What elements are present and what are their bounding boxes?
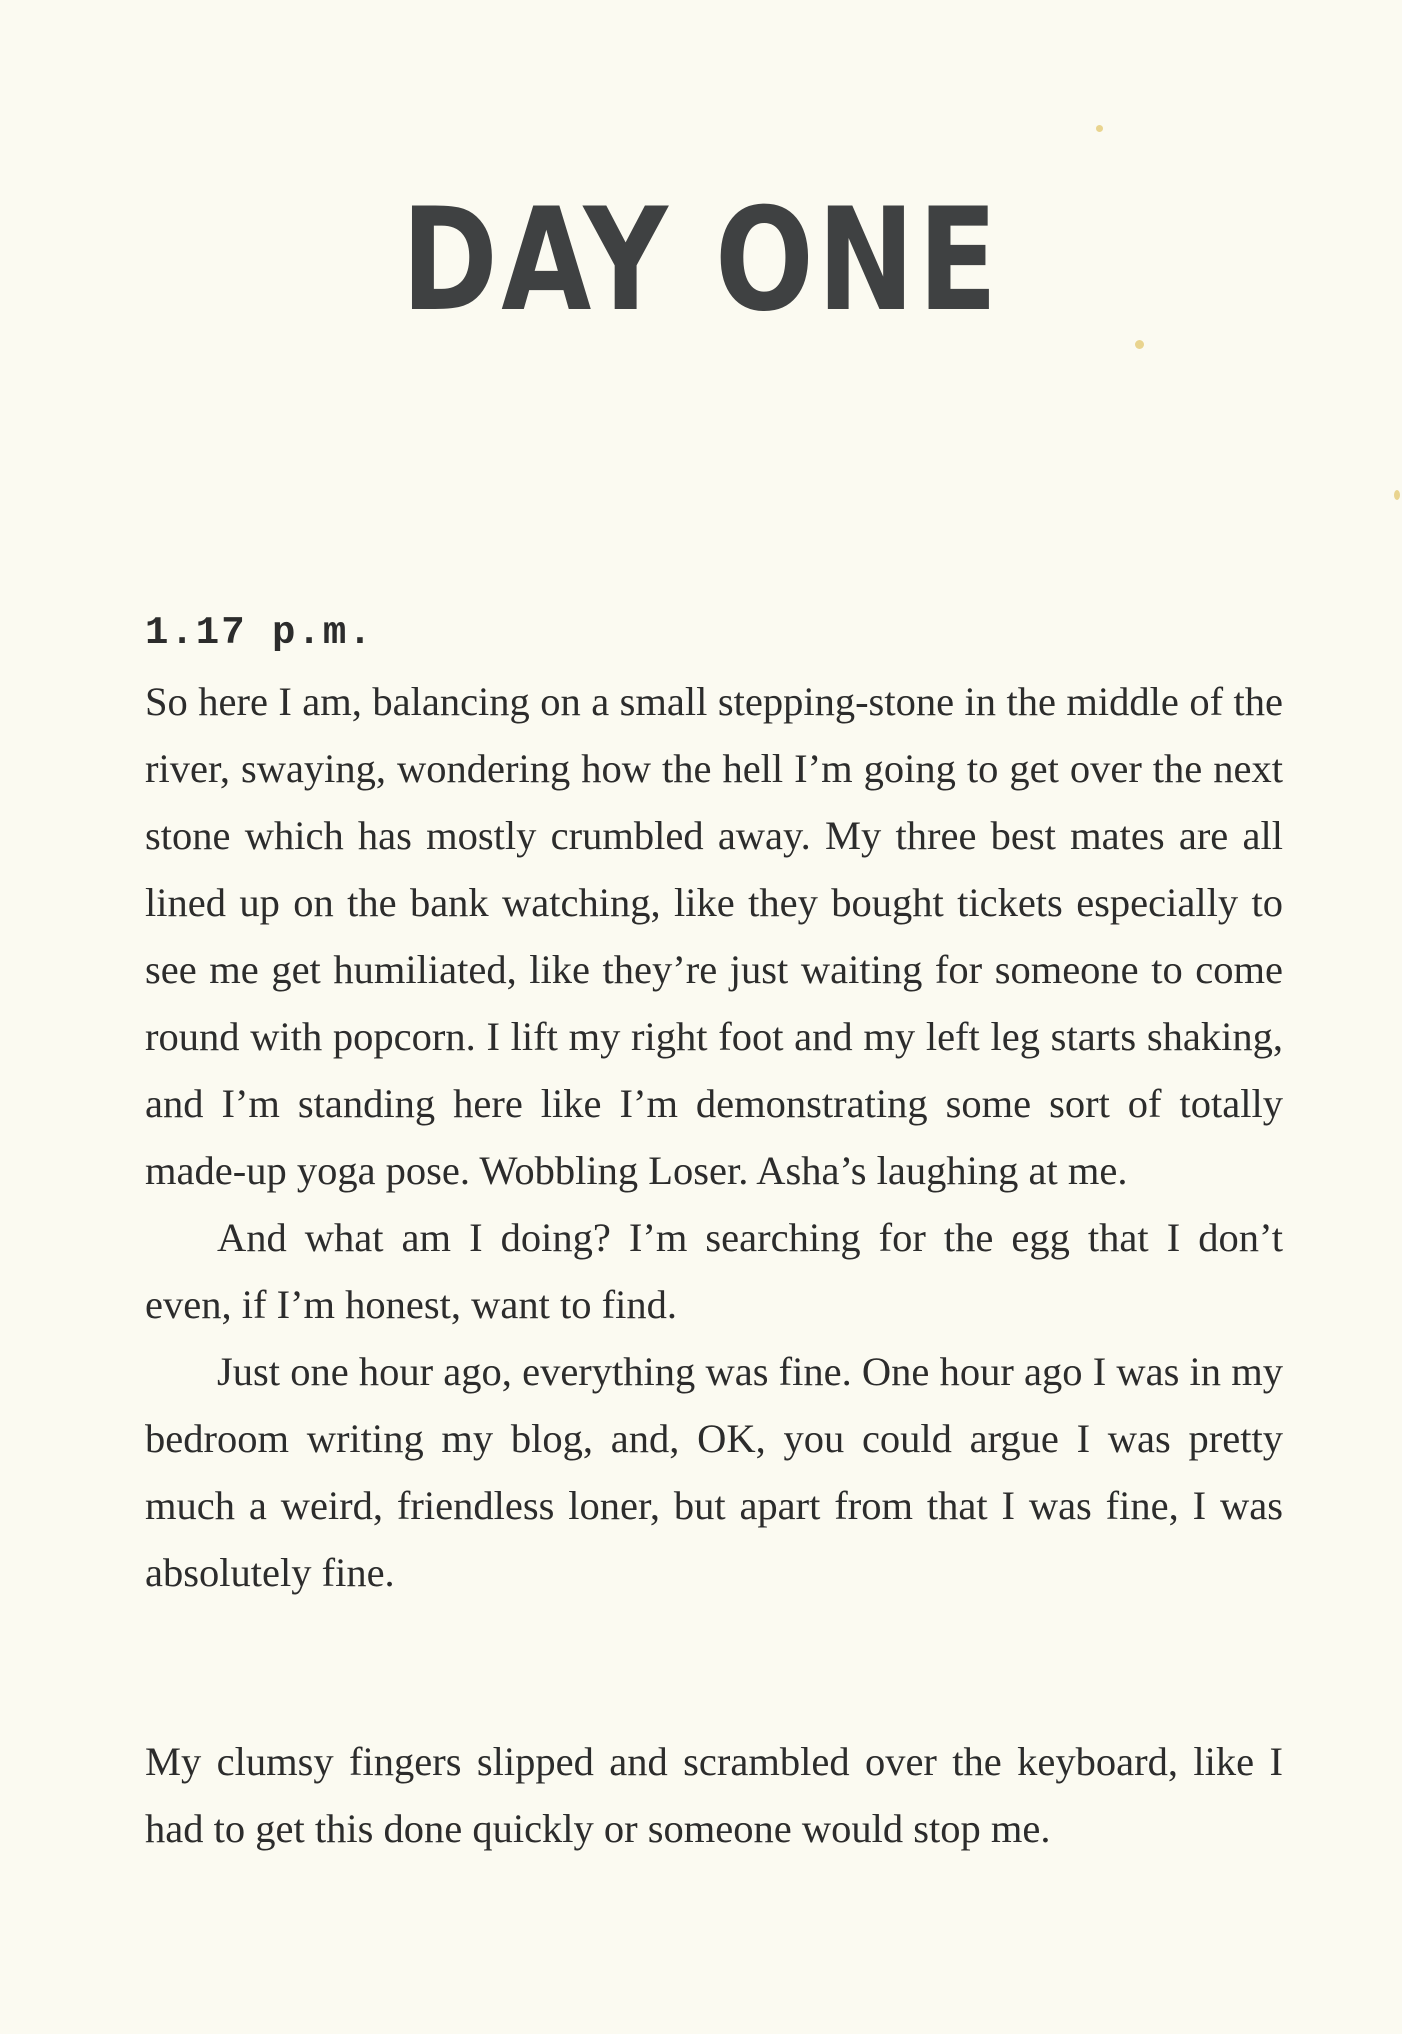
- paragraph-one-hour-ago: Just one hour ago, everything was fine. One hour ago I was in my bedroom writing my blog, and, OK, you could argue I was pretty much a weird, friendless loner, but apart from that I was fine, I was absolutely fine.: [145, 1349, 1283, 1595]
- paragraph-clumsy-fingers: My clumsy fingers slipped and scrambled over the keyboard, like I had to get this done quickly or someone would stop me.: [145, 1739, 1283, 1851]
- entry-body-after-break: [145, 1728, 1283, 1862]
- entry-body: [145, 668, 1283, 1606]
- paper-speck: [1096, 125, 1103, 132]
- paper-speck: [1135, 340, 1144, 349]
- paper-speck: [1394, 490, 1400, 500]
- chapter-title: DAY ONE: [401, 178, 1001, 343]
- paragraph-stepping-stone: So here I am, balancing on a small stepping-stone in the middle of the river, swaying, wondering how the hell I’m going to get over the next stone which has mostly crumbled away. My three best mates are all lined up on the bank watching, like they bought tickets especially to see me get humiliated, like they’re just waiting for someone to come round with popcorn. I lift my right foot and my left leg starts shaking, and I’m standing here like I’m demonstrating some sort of totally made-up yoga pose. Wobbling Loser. Asha’s laughing at me.: [145, 679, 1283, 1193]
- entry-timestamp: 1.17 p.m.: [145, 611, 374, 655]
- paragraph-searching-egg: And what am I doing? I’m searching for the egg that I don’t even, if I’m honest, want to find.: [145, 1215, 1283, 1327]
